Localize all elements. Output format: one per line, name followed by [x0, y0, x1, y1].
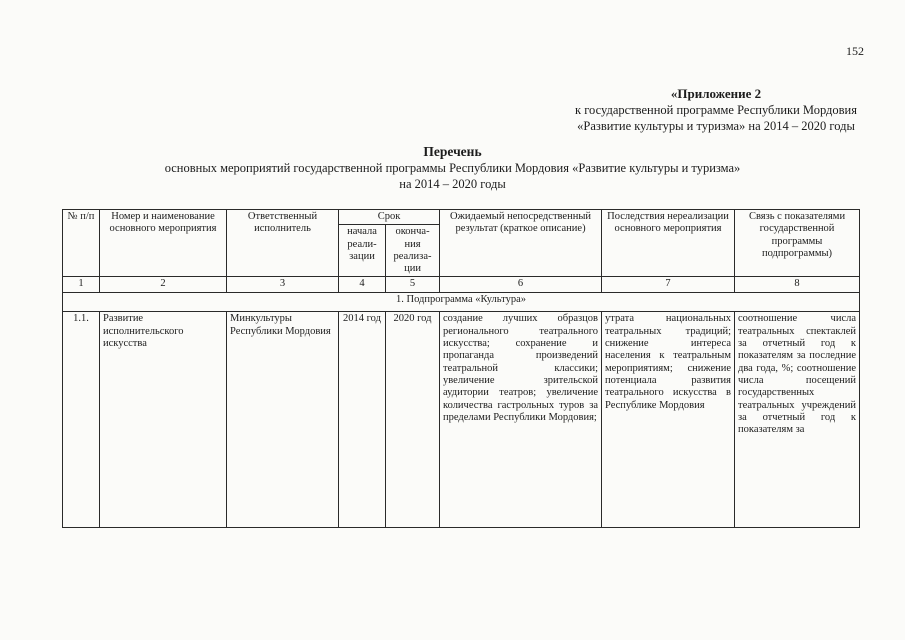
- column-number: 6: [440, 277, 602, 293]
- column-number: 3: [227, 277, 339, 293]
- row-executor: Минкультуры Республики Мордовия: [227, 312, 339, 528]
- appendix-line-1: к государственной программе Республики Мордовия: [575, 103, 857, 117]
- column-numbers-row: [63, 277, 860, 293]
- header-consequences: Последствия нереализации основного мероприятия: [602, 210, 735, 277]
- section-title: 1. Подпрограмма «Культура»: [63, 293, 860, 312]
- activities-table: [62, 209, 860, 528]
- row-link: соотношение числа театральных спектаклей за отчетный год к показателям за последние два года, %; соотношение числа посещений государственных театральных учреждений за отчетный год к показателям за: [735, 312, 860, 528]
- header-result: Ожидаемый непосредственный результат (краткое описание): [440, 210, 602, 277]
- header-executor: Ответственный исполнитель: [227, 210, 339, 277]
- row-consequences: утрата национальных театральных традиций; снижение интереса населения к театральным мероприятиям; снижение потенциала развития театрального искусства в Республике Мордовия: [602, 312, 735, 528]
- header-term: Срок: [339, 210, 440, 225]
- heading-line-2: на 2014 – 2020 годы: [399, 177, 506, 191]
- row-num: 1.1.: [63, 312, 100, 528]
- appendix-line-2: «Развитие культуры и туризма» на 2014 – 2020 годы: [577, 119, 855, 133]
- column-number: 5: [386, 277, 440, 293]
- header-num: № п/п: [63, 210, 100, 277]
- column-number: 1: [63, 277, 100, 293]
- header-link: Связь с показателями государственной программы подпрограммы): [735, 210, 860, 277]
- column-number: 2: [100, 277, 227, 293]
- table-header-row: [63, 210, 860, 225]
- header-term-start: начала реали-зации: [339, 225, 386, 277]
- row-start: 2014 год: [339, 312, 386, 528]
- column-number: 7: [602, 277, 735, 293]
- row-result: создание лучших образцов регионального театрального искусства; сохранение и пропаганда произведений театральной классики; увеличение зрительской аудитории театров; увеличение количества гастрольных туров за пределами Республики Мордовия;: [440, 312, 602, 528]
- heading-line-1: основных мероприятий государственной программы Республики Мордовия «Развитие культуры и туризма»: [164, 161, 741, 175]
- appendix-title: «Приложение 2: [670, 86, 762, 101]
- page-number: 152: [846, 44, 864, 58]
- row-name: Развитие исполнительского искусства: [100, 312, 227, 528]
- document-heading: [0, 143, 905, 192]
- table-row: [63, 312, 860, 528]
- appendix-block: [575, 86, 857, 134]
- row-end: 2020 год: [386, 312, 440, 528]
- header-term-end: оконча-ния реализа-ции: [386, 225, 440, 277]
- column-number: 4: [339, 277, 386, 293]
- section-row: [63, 293, 860, 312]
- column-number: 8: [735, 277, 860, 293]
- heading-title: Перечень: [423, 144, 482, 159]
- header-name: Номер и наименование основного мероприятия: [100, 210, 227, 277]
